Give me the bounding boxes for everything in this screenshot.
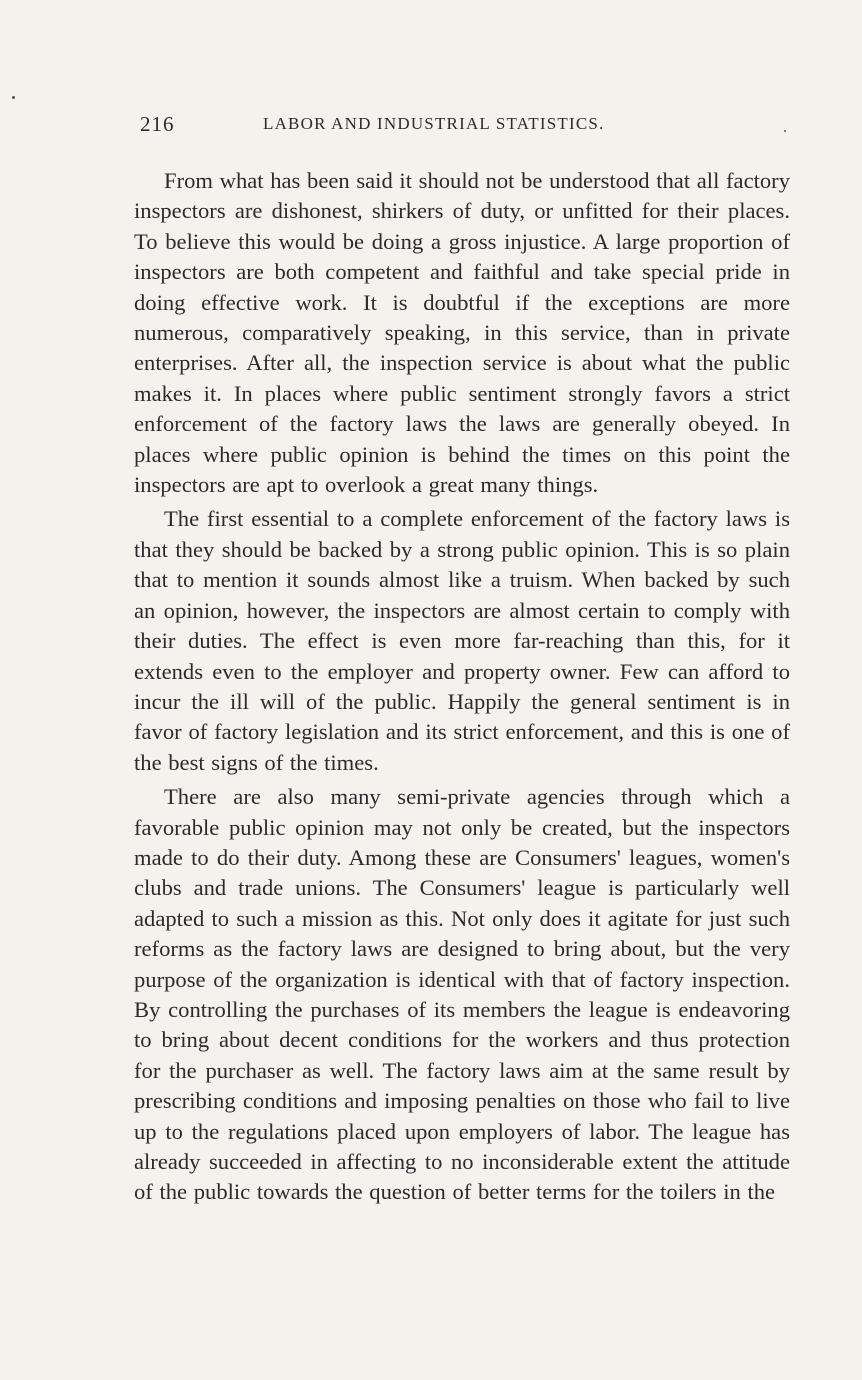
page-header	[140, 112, 780, 142]
paragraph: There are also many semi-private agencies through which a favorable public opinion may not only be created, but the inspectors made to do their duty. Among these are Consumers' leagues, women's clubs and trade unions. The Consumers' league is particularly well adapted to such a mission as this. Not only does it agitate for just such reforms as the factory laws are designed to bring about, but the very purpose of the organization is identical with that of factory inspection. By controlling the purchases of its members the league is endeavoring to bring about decent conditions for the workers and thus protection for the purchaser as well. The factory laws aim at the same result by prescribing conditions and imposing penalties on those who fail to live up to the regulations placed upon employers of labor. The league has already succeeded in affecting to no inconsiderable extent the attitude of the public towards the question of better terms for the toilers in the	[134, 784, 790, 1205]
running-head: LABOR AND INDUSTRIAL STATISTICS.	[263, 114, 605, 133]
paragraph: From what has been said it should not be understood that all factory inspectors are dishonest, shirkers of duty, or unfitted for their places. To believe this would be doing a gross injustice. A large proportion of inspectors are both competent and faithful and take special pride in doing effective work. It is doubtful if the exceptions are more numerous, comparatively speaking, in this service, than in private enterprises. After all, the inspection service is about what the public makes it. In places where public sentiment strongly favors a strict enforcement of the factory laws the laws are generally obeyed. In places where public opinion is behind the times on this point the inspectors are apt to overlook a great many things.	[134, 168, 790, 498]
paper-speck	[784, 130, 786, 132]
paper-speck	[12, 96, 15, 99]
page-number: 216	[140, 112, 175, 136]
body-text	[134, 166, 790, 1212]
paragraph: The first essential to a complete enforcement of the factory laws is that they should be backed by a strong public opinion. This is so plain that to mention it sounds almost like a truism. When backed by such an opinion, however, the inspectors are almost certain to comply with their duties. The effect is even more far-reaching than this, for it extends even to the employer and property owner. Few can afford to incur the ill will of the public. Happily the general sentiment is in favor of factory legislation and its strict enforcement, and this is one of the best signs of the times.	[134, 506, 790, 775]
